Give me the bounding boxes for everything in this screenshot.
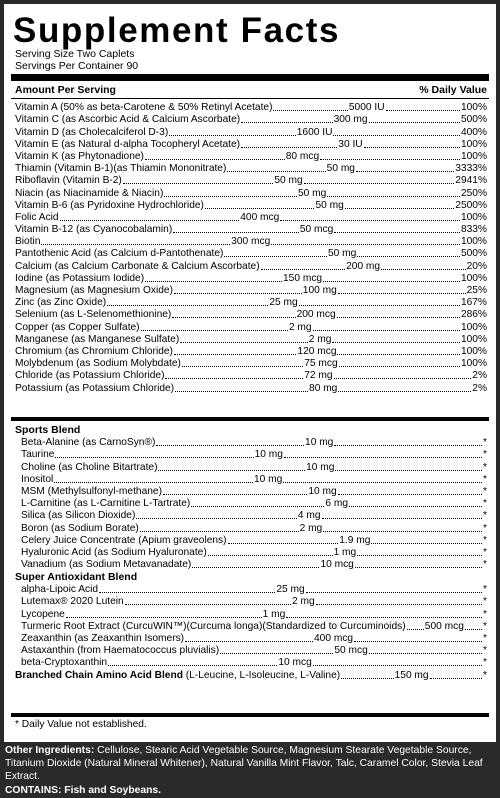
nutrient-amount: 1.9 mg bbox=[339, 534, 371, 546]
dot-leader bbox=[337, 317, 460, 318]
dot-leader bbox=[334, 445, 482, 446]
dot-leader bbox=[280, 220, 460, 221]
allergen-statement: CONTAINS: Fish and Soybeans. bbox=[5, 785, 161, 796]
nutrient-dv: 2% bbox=[472, 382, 487, 394]
nutrient-row bbox=[15, 139, 487, 151]
nutrient-amount: 50 mg bbox=[274, 175, 303, 187]
facts-label bbox=[4, 4, 496, 742]
nutrient-dv: 400% bbox=[460, 126, 487, 138]
nutrient-dv: 833% bbox=[460, 224, 487, 236]
dot-leader bbox=[175, 391, 308, 392]
dot-leader bbox=[323, 531, 482, 532]
nutrient-name: Lycopene bbox=[21, 608, 65, 620]
nutrient-name: Potassium (as Potassium Chloride) bbox=[15, 382, 175, 394]
nutrient-row bbox=[15, 151, 487, 163]
dot-leader bbox=[66, 617, 262, 618]
dv-header: % Daily Value bbox=[419, 84, 487, 96]
dot-leader bbox=[205, 208, 315, 209]
nutrient-dv: 100% bbox=[460, 236, 487, 248]
nutrient-row bbox=[15, 163, 487, 175]
nutrient-name: L-Carnitine (as L-Carnitine L-Tartrate) bbox=[21, 498, 191, 510]
nutrient-amount: 100 mg bbox=[302, 285, 337, 296]
nutrient-row bbox=[15, 522, 487, 534]
nutrient-row bbox=[15, 596, 487, 608]
nutrient-dv: * bbox=[483, 608, 487, 620]
nutrient-dv: 2500% bbox=[455, 199, 487, 211]
nutrient-row bbox=[15, 498, 487, 510]
header-divider bbox=[11, 98, 489, 99]
nutrient-amount: 400 mcg bbox=[240, 211, 280, 223]
nutrient-dv: * bbox=[483, 510, 487, 522]
nutrient-dv: * bbox=[483, 437, 487, 449]
dot-leader bbox=[125, 604, 291, 605]
dot-leader bbox=[341, 678, 393, 679]
nutrient-dv: 2% bbox=[472, 370, 487, 382]
dot-leader bbox=[364, 147, 460, 148]
nutrient-row bbox=[15, 114, 487, 126]
nutrient-dv: 3333% bbox=[455, 163, 487, 175]
nutrient-name: MSM (Methylsulfonyl-methane) bbox=[21, 485, 162, 497]
dot-leader bbox=[337, 354, 459, 355]
dot-leader bbox=[333, 135, 460, 136]
nutrient-amount: 25 mg bbox=[269, 297, 298, 309]
dot-leader bbox=[386, 110, 460, 111]
footnote: * Daily Value not established. bbox=[15, 719, 147, 730]
dot-leader bbox=[169, 135, 296, 136]
dot-leader bbox=[338, 494, 482, 495]
nutrient-dv: 500% bbox=[460, 114, 487, 126]
sports-blend-title: Sports Blend bbox=[15, 424, 81, 436]
nutrient-dv: 100% bbox=[460, 321, 487, 333]
nutrient-dv: * bbox=[483, 522, 487, 534]
dot-leader bbox=[220, 653, 333, 654]
nutrient-name: Vitamin B-12 (as Cyanocobalamin) bbox=[15, 224, 173, 236]
nutrient-row bbox=[15, 535, 487, 547]
nutrient-dv: 100% bbox=[460, 333, 487, 345]
nutrient-row bbox=[15, 474, 487, 486]
nutrient-name: Magnesium (as Magnesium Oxide) bbox=[15, 285, 173, 296]
nutrient-amount: 400 mcg bbox=[314, 633, 354, 644]
nutrient-name: Biotin bbox=[15, 236, 41, 248]
nutrient-amount: 200 mcg bbox=[296, 309, 336, 321]
nutrient-amount: 1600 IU bbox=[296, 126, 333, 138]
nutrient-row bbox=[15, 621, 487, 633]
dot-leader bbox=[306, 592, 482, 593]
dot-leader bbox=[107, 305, 268, 306]
dot-leader bbox=[99, 592, 275, 593]
dot-leader bbox=[182, 366, 303, 367]
nutrient-name: Iodine (as Potassium Iodide) bbox=[15, 272, 145, 284]
nutrient-dv: 250% bbox=[460, 187, 487, 199]
nutrient-name: Vitamin K (as Phytonadione) bbox=[15, 150, 144, 162]
nutrient-row bbox=[15, 382, 487, 394]
nutrient-dv: 2941% bbox=[455, 175, 487, 187]
nutrient-name: Lutemax® 2020 Lutein bbox=[21, 596, 124, 608]
nutrient-row bbox=[15, 437, 487, 449]
nutrient-amount: 50 mcg bbox=[299, 224, 334, 236]
nutrient-row bbox=[15, 449, 487, 461]
dot-leader bbox=[123, 183, 274, 184]
nutrient-row bbox=[15, 260, 487, 272]
nutrient-dv: 100% bbox=[460, 272, 487, 284]
dot-leader bbox=[299, 305, 460, 306]
nutrient-amount: 2 mg bbox=[292, 596, 315, 608]
nutrient-name: Celery Juice Concentrate (Apium graveolens) bbox=[21, 534, 227, 546]
dot-leader bbox=[357, 555, 482, 556]
nutrient-name: Folic Acid bbox=[15, 211, 59, 223]
nutrient-row bbox=[15, 559, 487, 571]
nutrient-dv: * bbox=[483, 473, 487, 485]
dot-leader bbox=[185, 641, 313, 642]
nutrient-dv: 286% bbox=[460, 309, 487, 321]
nutrient-row bbox=[15, 584, 487, 596]
nutrient-name: alpha-Lipoic Acid bbox=[21, 584, 99, 596]
nutrient-dv: 100% bbox=[460, 345, 487, 357]
dot-leader bbox=[334, 232, 460, 233]
dot-leader bbox=[430, 678, 482, 679]
dot-leader bbox=[354, 641, 482, 642]
nutrient-name: Zeaxanthin (as Zeaxanthin Isomers) bbox=[21, 633, 185, 644]
dot-leader bbox=[271, 244, 460, 245]
nutrient-amount: 50 mcg bbox=[334, 645, 368, 657]
dot-leader bbox=[349, 506, 482, 507]
nutrient-row bbox=[15, 510, 487, 522]
nutrient-dv: 25% bbox=[466, 285, 487, 296]
dot-leader bbox=[108, 665, 277, 666]
dot-leader bbox=[228, 543, 339, 544]
nutrient-dv: 100% bbox=[460, 138, 487, 150]
dot-leader bbox=[371, 543, 482, 544]
nutrient-amount: 25 mg bbox=[276, 584, 305, 596]
nutrient-row bbox=[15, 273, 487, 285]
dot-leader bbox=[224, 256, 327, 257]
blends bbox=[15, 424, 487, 682]
vitamin-list bbox=[15, 102, 487, 395]
nutrient-dv: * bbox=[483, 559, 487, 571]
nutrient-row bbox=[15, 346, 487, 358]
dot-leader bbox=[163, 494, 307, 495]
nutrient-name: Chloride (as Potassium Chloride) bbox=[15, 370, 165, 382]
nutrient-dv: * bbox=[483, 485, 487, 497]
dot-leader bbox=[407, 629, 424, 630]
nutrient-amount: 80 mcg bbox=[285, 150, 320, 162]
nutrient-amount: 120 mcg bbox=[297, 345, 337, 357]
dot-leader bbox=[283, 482, 482, 483]
dot-leader bbox=[332, 342, 460, 343]
nutrient-amount: 80 mg bbox=[309, 382, 338, 394]
nutrient-name: Turmeric Root Extract (CurcuWIN™)(Curcuma longa)(Standardized to Curcuminoids) bbox=[21, 620, 406, 632]
dot-leader bbox=[369, 653, 482, 654]
nutrient-amount: 50 mg bbox=[326, 163, 355, 175]
nutrient-row bbox=[15, 608, 487, 620]
nutrient-amount: 300 mg bbox=[333, 114, 368, 126]
antioxidant-blend-title: Super Antioxidant Blend bbox=[15, 571, 138, 584]
nutrient-dv: * bbox=[483, 620, 487, 632]
nutrient-row bbox=[15, 102, 487, 114]
nutrient-dv: * bbox=[483, 596, 487, 608]
antioxidant-blend-list bbox=[15, 584, 487, 669]
dot-leader bbox=[369, 122, 460, 123]
amount-header: Amount Per Serving bbox=[15, 84, 116, 96]
nutrient-amount: 75 mcg bbox=[304, 358, 338, 370]
nutrient-dv: 100% bbox=[460, 211, 487, 223]
nutrient-amount: 2 mg bbox=[308, 333, 332, 345]
dot-leader bbox=[316, 604, 482, 605]
nutrient-dv: * bbox=[483, 657, 487, 669]
dot-leader bbox=[320, 159, 460, 160]
nutrient-name: Chromium (as Chromium Chloride) bbox=[15, 345, 173, 357]
dot-leader bbox=[227, 171, 325, 172]
nutrient-name: Astaxanthin (from Haematococcus pluvialis) bbox=[21, 645, 220, 657]
other-text: Cellulose, Stearic Acid Vegetable Source, Magnesium Stearate Vegetable Source, Titanium Dioxide (Natural Mineral Whitener), Natural Vanilla Mint Flavor, Talc, Caramel Color, Stevia Leaf Extract. bbox=[5, 745, 483, 782]
nutrient-name: Manganese (as Manganese Sulfate) bbox=[15, 333, 180, 345]
nutrient-name: Beta-Alanine (as CarnoSyn®) bbox=[21, 437, 156, 449]
dot-leader bbox=[165, 378, 303, 379]
dot-leader bbox=[322, 518, 483, 519]
other-label: Other Ingredients: bbox=[5, 745, 95, 756]
dot-leader bbox=[323, 281, 460, 282]
nutrient-dv: * bbox=[483, 645, 487, 657]
nutrient-row bbox=[15, 126, 487, 138]
nutrient-row bbox=[15, 358, 487, 370]
nutrient-name: Vitamin D (as Cholecalciferol D-3) bbox=[15, 126, 169, 138]
dot-leader bbox=[273, 110, 347, 111]
nutrient-row bbox=[15, 212, 487, 224]
dot-leader bbox=[54, 482, 253, 483]
dot-leader bbox=[286, 617, 482, 618]
dot-leader bbox=[180, 342, 308, 343]
dot-leader bbox=[241, 122, 332, 123]
servings-per-container: Servings Per Container 90 bbox=[15, 60, 139, 72]
nutrient-amount: 10 mg bbox=[305, 437, 334, 449]
label-title: Supplement Facts bbox=[13, 11, 341, 50]
nutrient-row bbox=[15, 248, 487, 260]
dot-leader bbox=[313, 330, 460, 331]
bcaa-row bbox=[15, 669, 487, 681]
sports-blend-list bbox=[15, 437, 487, 571]
dot-leader bbox=[141, 330, 288, 331]
bcaa-name: Branched Chain Amino Acid Blend bbox=[15, 669, 183, 681]
nutrient-amount: 50 mg bbox=[297, 187, 327, 199]
dot-leader bbox=[173, 232, 299, 233]
other-ingredients bbox=[5, 744, 495, 783]
nutrient-amount: 10 mg bbox=[254, 473, 283, 485]
nutrient-name: Vitamin A (50% as beta-Carotene & 50% Retinyl Acetate) bbox=[15, 102, 273, 114]
nutrient-row bbox=[15, 645, 487, 657]
nutrient-row bbox=[15, 461, 487, 473]
nutrient-name: Vitamin B-6 (as Pyridoxine Hydrochloride) bbox=[15, 199, 204, 211]
nutrient-name: Copper (as Copper Sulfate) bbox=[15, 321, 140, 333]
nutrient-name: Thiamin (Vitamin B-1)(as Thiamin Mononitrate) bbox=[15, 163, 227, 175]
nutrient-dv: 100% bbox=[460, 358, 487, 370]
nutrient-amount: 1 mg bbox=[333, 546, 357, 558]
nutrient-dv: 100% bbox=[460, 150, 487, 162]
dot-leader bbox=[304, 183, 455, 184]
nutrient-dv: * bbox=[483, 449, 487, 461]
nutrient-amount: 200 mg bbox=[346, 260, 381, 272]
nutrient-name: Choline (as Choline Bitartrate) bbox=[21, 461, 158, 473]
dot-leader bbox=[208, 555, 333, 556]
serving-size: Serving Size Two Caplets bbox=[15, 48, 135, 60]
nutrient-dv: * bbox=[483, 546, 487, 558]
dot-leader bbox=[356, 171, 454, 172]
nutrient-row bbox=[15, 657, 487, 669]
dot-leader bbox=[156, 445, 304, 446]
nutrient-row bbox=[15, 297, 487, 309]
dot-leader bbox=[261, 269, 346, 270]
bcaa-amount: 150 mg bbox=[394, 669, 429, 681]
nutrient-name: Vitamin E (as Natural d-alpha Tocopheryl Acetate) bbox=[15, 138, 240, 150]
nutrient-name: Selenium (as L-Selenomethionine) bbox=[15, 309, 172, 321]
bcaa-dv: * bbox=[483, 669, 487, 681]
bcaa-sub: (L-Leucine, L-Isoleucine, L-Valine) bbox=[182, 669, 341, 681]
nutrient-name: Taurine bbox=[21, 449, 55, 461]
nutrient-name: Vanadium (as Sodium Metavanadate) bbox=[21, 559, 192, 571]
nutrient-row bbox=[15, 334, 487, 346]
nutrient-amount: 30 IU bbox=[338, 138, 363, 150]
dot-leader bbox=[339, 366, 460, 367]
nutrient-amount: 10 mcg bbox=[278, 657, 312, 669]
nutrient-name: beta-Cryptoxanthin bbox=[21, 657, 108, 669]
nutrient-name: Zinc (as Zinc Oxide) bbox=[15, 297, 107, 309]
nutrient-dv: * bbox=[483, 461, 487, 473]
nutrient-name: Silica (as Silicon Dioxide) bbox=[21, 510, 136, 522]
nutrient-name: Inositol bbox=[21, 473, 54, 485]
dot-leader bbox=[241, 147, 337, 148]
dot-leader bbox=[145, 281, 282, 282]
dot-leader bbox=[55, 457, 253, 458]
nutrient-name: Molybdenum (as Sodium Molybdate) bbox=[15, 358, 181, 370]
nutrient-dv: * bbox=[483, 498, 487, 510]
nutrient-name: Niacin (as Niacinamide & Niacin) bbox=[15, 187, 164, 199]
nutrient-amount: 6 mg bbox=[325, 498, 348, 510]
dot-leader bbox=[192, 567, 319, 568]
nutrient-amount: 50 mg bbox=[315, 199, 344, 211]
nutrient-row bbox=[15, 236, 487, 248]
nutrient-dv: * bbox=[483, 534, 487, 546]
dot-leader bbox=[338, 293, 466, 294]
nutrient-row bbox=[15, 175, 487, 187]
dot-leader bbox=[327, 196, 460, 197]
thick-divider bbox=[11, 74, 489, 81]
dot-leader bbox=[334, 378, 472, 379]
dot-leader bbox=[357, 256, 460, 257]
dot-leader bbox=[335, 470, 482, 471]
nutrient-row bbox=[15, 547, 487, 559]
nutrient-name: Pantothenic Acid (as Calcium d-Pantothenate) bbox=[15, 248, 224, 260]
nutrient-name: Riboflavin (Vitamin B-2) bbox=[15, 175, 122, 187]
nutrient-row bbox=[15, 285, 487, 297]
nutrient-amount: 50 mg bbox=[328, 248, 357, 260]
nutrient-dv: * bbox=[483, 633, 487, 644]
nutrient-amount: 300 mcg bbox=[231, 236, 271, 248]
dot-leader bbox=[355, 567, 482, 568]
dot-leader bbox=[381, 269, 466, 270]
dot-leader bbox=[60, 220, 240, 221]
dot-leader bbox=[140, 531, 299, 532]
nutrient-row bbox=[15, 370, 487, 382]
dot-leader bbox=[145, 159, 285, 160]
nutrient-row bbox=[15, 633, 487, 645]
dot-leader bbox=[158, 470, 305, 471]
nutrient-row bbox=[15, 224, 487, 236]
nutrient-row bbox=[15, 321, 487, 333]
dot-leader bbox=[345, 208, 455, 209]
nutrient-amount: 72 mg bbox=[304, 370, 333, 382]
dot-leader bbox=[284, 457, 482, 458]
nutrient-amount: 2 mg bbox=[299, 522, 323, 534]
nutrient-name: Vitamin C (as Ascorbic Acid & Calcium Ascorbate) bbox=[15, 114, 241, 126]
nutrient-dv: * bbox=[483, 584, 487, 596]
nutrient-amount: 150 mcg bbox=[283, 272, 323, 284]
nutrient-dv: 500% bbox=[460, 248, 487, 260]
nutrient-amount: 10 mg bbox=[306, 461, 335, 473]
nutrient-amount: 1 mg bbox=[262, 608, 286, 620]
dot-leader bbox=[174, 293, 302, 294]
nutrient-amount: 10 mcg bbox=[320, 559, 354, 571]
nutrient-row bbox=[15, 309, 487, 321]
nutrient-dv: 167% bbox=[460, 297, 487, 309]
nutrient-dv: 100% bbox=[460, 102, 487, 114]
dot-leader bbox=[136, 518, 297, 519]
nutrient-row bbox=[15, 200, 487, 212]
footer-divider bbox=[11, 713, 489, 717]
dot-leader bbox=[41, 244, 230, 245]
dot-leader bbox=[172, 317, 295, 318]
nutrient-row bbox=[15, 187, 487, 199]
nutrient-amount: 10 mg bbox=[254, 449, 283, 461]
dot-leader bbox=[338, 391, 471, 392]
dot-leader bbox=[465, 629, 482, 630]
nutrient-name: Hyaluronic Acid (as Sodium Hyaluronate) bbox=[21, 546, 207, 558]
nutrient-amount: 4 mg bbox=[297, 510, 321, 522]
nutrient-amount: 5000 IU bbox=[348, 102, 385, 114]
dot-leader bbox=[174, 354, 296, 355]
nutrient-dv: 20% bbox=[466, 260, 487, 272]
section-divider bbox=[11, 417, 489, 421]
nutrient-row bbox=[15, 486, 487, 498]
nutrient-amount: 10 mg bbox=[308, 485, 337, 497]
nutrient-name: Calcium (as Calcium Carbonate & Calcium Ascorbate) bbox=[15, 260, 260, 272]
nutrient-amount: 500 mcg bbox=[424, 620, 464, 632]
column-header bbox=[15, 84, 487, 96]
nutrient-name: Boron (as Sodium Borate) bbox=[21, 522, 139, 534]
dot-leader bbox=[313, 665, 482, 666]
dot-leader bbox=[191, 506, 324, 507]
nutrient-amount: 2 mg bbox=[288, 321, 312, 333]
dot-leader bbox=[164, 196, 297, 197]
